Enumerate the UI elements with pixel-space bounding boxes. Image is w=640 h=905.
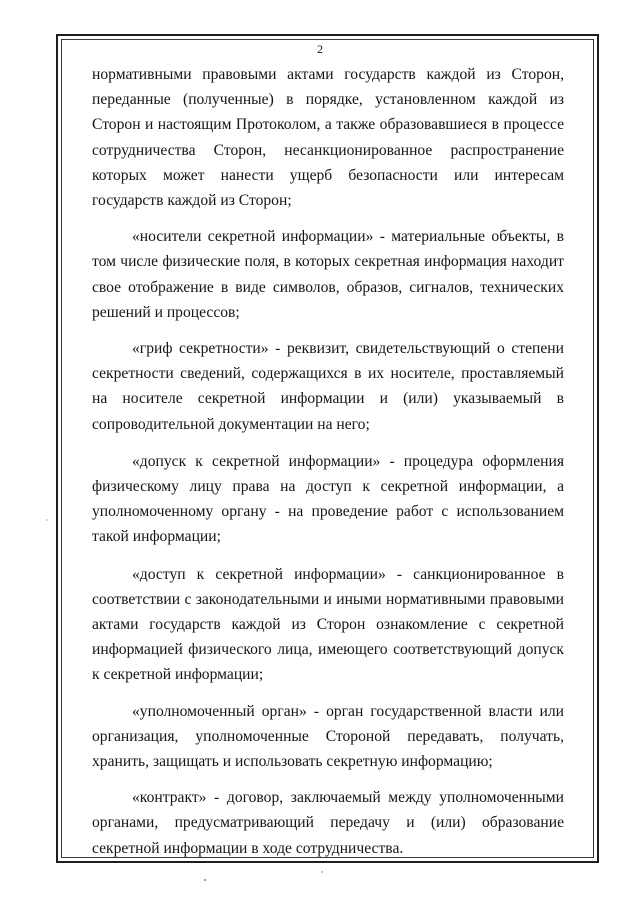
page-number: 2	[317, 42, 323, 56]
paragraph-definition-access: «доступ к секретной информации» - санкционированное в соответствии с законодательными и иными нормативными правовыми актами государств каждой из Сторон ознакомление с секретной информацией физического лица, имеющего соответствующий допуск к секретной информации;	[92, 565, 564, 684]
paragraph-definition-classification-mark: «гриф секретности» - реквизит, свидетельствующий о степени секретности сведений, содержащихся в их носителе, проставляемый на носителе секретной информации и (или) указываемый в сопроводительной документации на него;	[92, 340, 564, 433]
paragraph-definition-authorized-body: «уполномоченный орган» - орган государственной власти или организация, уполномоченные Стороной передавать, получать, хранить, защищать и использовать секретную информацию;	[92, 702, 564, 771]
paragraph-definition-carriers: «носители секретной информации» - материальные объекты, в том числе физические поля, в которых секретная информация находит свое отображение в виде символов, образов, сигналов, технических решений и процессов;	[92, 228, 564, 321]
document-body	[92, 62, 564, 861]
paragraph-definition-contract: «контракт» - договор, заключаемый между уполномоченными органами, предусматривающий передачу и (или) образование секретной информации в ходе сотрудничества.	[92, 789, 564, 857]
paragraph-definition-clearance: «допуск к секретной информации» - процедура оформления физическому лицу права на доступ к секретной информации, а уполномоченному органу - на проведение работ с использованием такой информации;	[92, 452, 564, 546]
paragraph-continuation: нормативными правовыми актами государств каждой из Сторон, переданные (полученные) в порядке, установленном каждой из Сторон и настоящим Протоколом, а также образовавшиеся в процессе сотрудничества Сторон, несанкционированное распространение которых может нанести ущерб безопасности или интересам государств каждой из Сторон;	[92, 66, 564, 210]
